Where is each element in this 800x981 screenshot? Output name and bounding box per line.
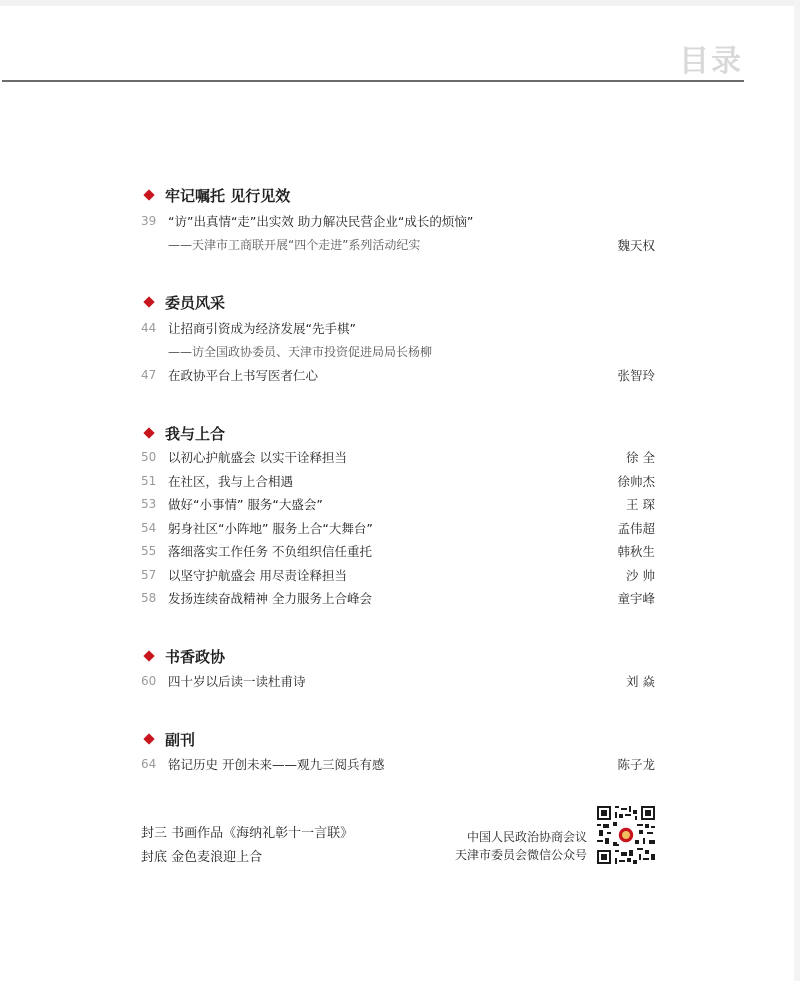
entry-author: 徐 全 <box>626 450 655 465</box>
page-number: 54 <box>141 520 157 535</box>
diamond-icon <box>143 296 154 307</box>
toc-entry[interactable] <box>141 540 661 564</box>
toc-section <box>141 645 661 694</box>
entry-title: 落细落实工作任务 不负组织信任重托 <box>168 544 372 559</box>
page-edge-right <box>794 0 800 981</box>
page-number: 60 <box>141 674 157 688</box>
entry-title: 躬身社区“小阵地” 服务上合“大舞台” <box>168 520 373 536</box>
page-number: 58 <box>141 591 157 605</box>
subtitle-text: ——访全国政协委员、天津市投资促进局局长杨柳 <box>168 344 433 359</box>
toc-entry[interactable] <box>141 364 661 388</box>
section-header <box>141 291 661 313</box>
page-number: 47 <box>141 368 157 382</box>
section-header <box>141 422 661 444</box>
diamond-icon <box>143 733 154 744</box>
section-title: 副刊 <box>165 730 196 749</box>
entry-author: 张智玲 <box>617 368 655 383</box>
entry-author: 刘 焱 <box>626 674 655 689</box>
toc-entry[interactable] <box>141 670 661 694</box>
toc-entry[interactable] <box>141 587 661 611</box>
diamond-icon <box>143 189 154 200</box>
entry-title: 做好“小事情” 服务“大盛会” <box>168 497 323 512</box>
entry-author: 徐帅杰 <box>617 473 655 489</box>
toc-section <box>141 728 661 777</box>
entry-author: 童宇峰 <box>617 591 655 606</box>
toc-section <box>141 184 661 257</box>
toc-entry[interactable] <box>141 493 661 517</box>
toc-entry[interactable] <box>141 210 661 234</box>
entry-subtitle <box>141 234 661 258</box>
entry-author: 沙 帅 <box>626 567 655 583</box>
entry-subtitle <box>141 341 661 365</box>
entry-title: 以坚守护航盛会 用尽责诠释担当 <box>168 567 347 583</box>
section-title: 我与上合 <box>165 424 226 443</box>
diamond-icon <box>143 650 154 661</box>
wechat-caption-line1: 中国人民政治协商会议 <box>466 830 587 844</box>
page-edge <box>0 0 800 6</box>
qr-code-icon[interactable] <box>597 806 655 864</box>
entry-author: 孟伟超 <box>617 520 655 536</box>
toc-section <box>141 422 661 611</box>
page-number: 64 <box>141 757 157 771</box>
entry-title: 发扬连续奋战精神 全力服务上合峰会 <box>168 591 372 606</box>
entry-author: 魏天权 <box>617 237 655 253</box>
section-title: 委员风采 <box>165 293 226 312</box>
toc-entry[interactable] <box>141 517 661 541</box>
back-cover-credit: 封底 金色麦浪迎上合 <box>141 850 263 865</box>
page-number: 44 <box>141 321 157 335</box>
wechat-caption-line2: 天津市委员会微信公众号 <box>454 848 587 862</box>
section-title: 书香政协 <box>165 647 226 666</box>
wechat-caption <box>451 828 587 864</box>
page-number: 53 <box>141 497 157 511</box>
section-header <box>141 645 661 667</box>
subtitle-text: ——天津市工商联开展“四个走进”系列活动纪实 <box>168 237 421 252</box>
entry-title: 让招商引资成为经济发展“先手棋” <box>168 321 356 336</box>
page-number: 39 <box>141 214 157 228</box>
entry-author: 韩秋生 <box>617 544 655 559</box>
toc-entry[interactable] <box>141 470 661 494</box>
page-number: 51 <box>141 473 157 488</box>
entry-title: 在政协平台上书写医者仁心 <box>168 368 319 383</box>
entry-author: 陈子龙 <box>617 757 655 772</box>
diamond-icon <box>143 427 154 438</box>
page-number: 57 <box>141 567 157 582</box>
page-title: 目录 <box>679 44 743 79</box>
entry-title: 四十岁以后读一读杜甫诗 <box>168 674 306 689</box>
toc-section <box>141 291 661 388</box>
entry-title: 在社区，我与上合相遇 <box>168 473 294 489</box>
toc-entry[interactable] <box>141 564 661 588</box>
toc-entry[interactable] <box>141 446 661 470</box>
entry-title: 以初心护航盛会 以实干诠释担当 <box>168 450 347 465</box>
section-title: 牢记嘱托 见行见效 <box>165 186 291 205</box>
page-number: 55 <box>141 544 157 558</box>
cover3-credit: 封三 书画作品《海纳礼彰十一言联》 <box>141 826 354 841</box>
page-number: 50 <box>141 450 157 464</box>
cover-credits <box>141 822 353 870</box>
entry-author: 王 琛 <box>626 497 655 512</box>
section-header <box>141 728 661 750</box>
toc-entry[interactable] <box>141 753 661 777</box>
header-divider <box>2 80 744 82</box>
section-header <box>141 184 661 206</box>
entry-title: “访”出真情“走”出实效 助力解决民营企业“成长的烦恼” <box>168 214 474 229</box>
entry-title: 铭记历史 开创未来——观九三阅兵有感 <box>168 757 385 772</box>
toc-entry[interactable] <box>141 317 661 341</box>
